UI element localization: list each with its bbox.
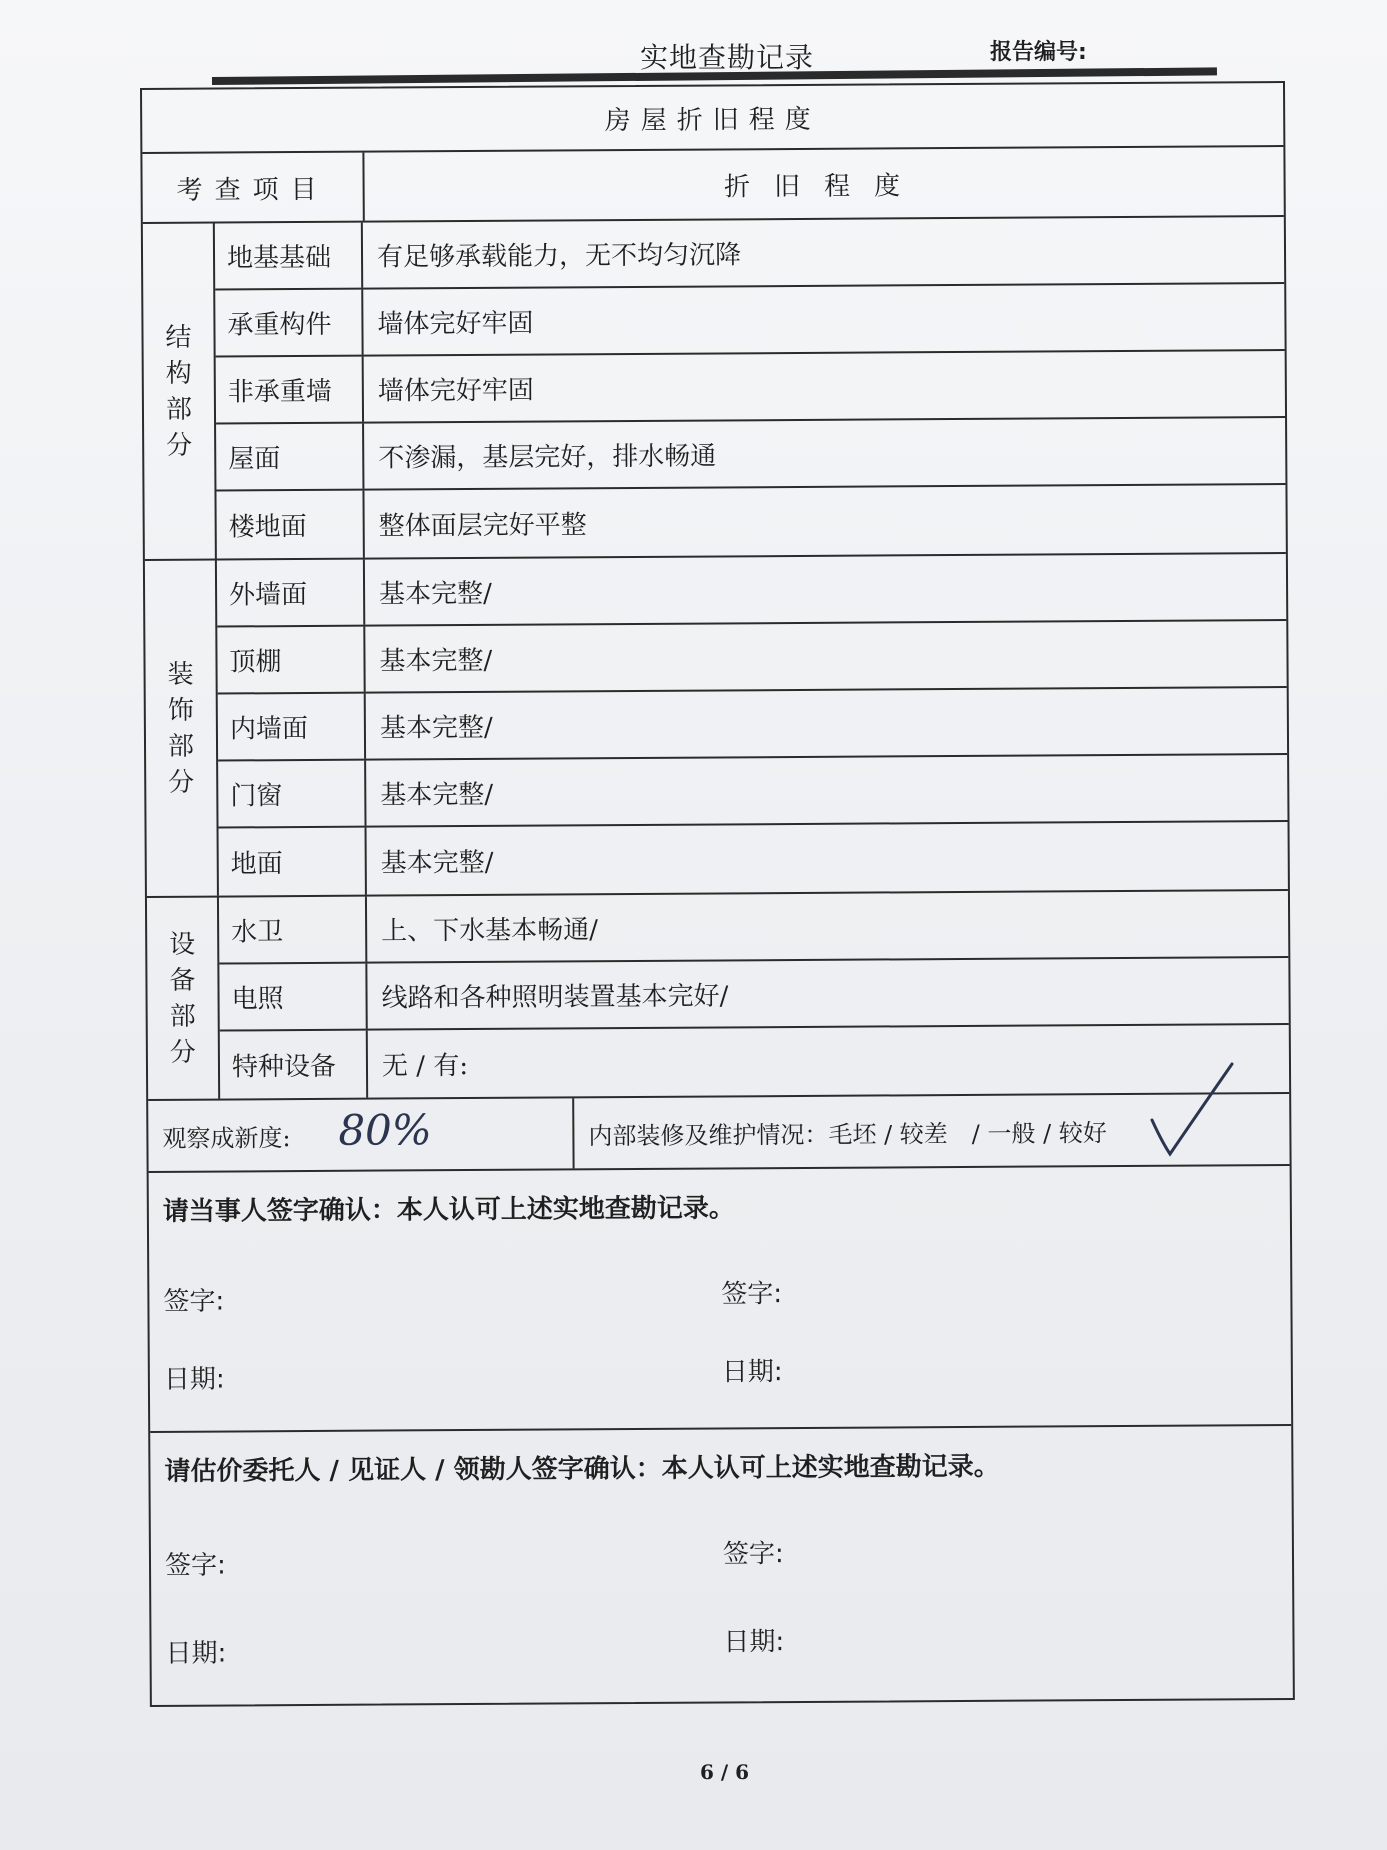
signature-heading: 请当事人签字确认：本人认可上述实地查勘记录。	[162, 1193, 735, 1227]
item-value: 墙体完好牢固	[377, 308, 534, 340]
item-name: 电照	[219, 964, 367, 1030]
item-value: 基本完整/	[379, 712, 493, 744]
item-value: 基本完整/	[379, 578, 492, 610]
group-equipment	[147, 891, 1289, 1101]
table-row	[219, 958, 1288, 1032]
date-label-left: 日期:	[163, 1364, 225, 1395]
checkmark-icon	[1140, 1050, 1260, 1170]
item-name: 顶棚	[217, 627, 365, 693]
table-row	[218, 688, 1287, 762]
date-label-right: 日期:	[723, 1627, 785, 1658]
group-label: 装饰部分	[167, 659, 195, 798]
report-number-label: 报告编号:	[990, 40, 1087, 65]
table-header-row	[142, 147, 1283, 224]
table-row	[220, 1025, 1289, 1099]
table-row	[215, 284, 1284, 358]
item-value: 上、下水基本畅通/	[381, 915, 599, 947]
signature-block-party	[149, 1166, 1292, 1433]
sign-label-right: 签字:	[722, 1539, 784, 1570]
observation-cell	[148, 1098, 574, 1171]
handwritten-newness: 80%	[338, 1105, 432, 1155]
group-label: 设备部分	[169, 929, 196, 1068]
table-row	[216, 485, 1285, 559]
column-header-degree: 折旧程度	[724, 170, 925, 202]
signature-heading: 请估价委托人 / 见证人 / 领勘人签字确认：本人认可上述实地查勘记录。	[164, 1451, 1000, 1487]
table-title: 房屋折旧程度	[604, 104, 821, 136]
item-value: 基本完整/	[380, 847, 494, 879]
group-decoration	[145, 554, 1288, 898]
observation-row	[148, 1094, 1289, 1173]
newness-label: 观察成新度:	[162, 1123, 291, 1153]
table-title-row	[142, 83, 1283, 154]
table-row	[216, 351, 1285, 425]
sign-label-left: 签字:	[164, 1550, 226, 1581]
sign-label-right: 签字:	[721, 1279, 783, 1310]
item-value: 不渗漏，基层完好，排水畅通	[378, 441, 717, 474]
depreciation-form	[140, 81, 1295, 1707]
item-name: 承重构件	[215, 290, 363, 356]
table-row	[219, 891, 1288, 965]
item-name: 非承重墙	[216, 357, 364, 423]
item-name: 地面	[219, 828, 367, 896]
item-name: 水卫	[219, 897, 367, 963]
signature-block-client	[150, 1426, 1293, 1705]
item-value: 线路和各种照明装置基本完好/	[381, 981, 729, 1014]
item-value: 有足够承载能力，无不均匀沉降	[376, 240, 742, 273]
item-value: 墙体完好牢固	[377, 375, 534, 407]
item-value: 基本完整/	[380, 779, 494, 811]
group-structure	[143, 217, 1286, 561]
table-row	[219, 822, 1288, 896]
table-row	[215, 217, 1284, 291]
date-label-right: 日期:	[721, 1357, 783, 1388]
table-row	[217, 621, 1286, 695]
column-header-item: 考查项目	[142, 153, 364, 222]
group-label: 结构部分	[165, 322, 193, 461]
maintenance-status: 内部装修及维护情况：毛坯 / 较差 / 一般 / 较好	[588, 1118, 1107, 1150]
item-value: 整体面层完好平整	[378, 510, 587, 542]
table-row	[218, 755, 1287, 829]
item-name: 内墙面	[218, 694, 366, 760]
page-number: 6 / 6	[700, 1760, 750, 1784]
date-label-left: 日期:	[165, 1638, 227, 1669]
item-name: 楼地面	[216, 491, 364, 559]
item-value: 无 / 有:	[381, 1051, 469, 1082]
item-name: 门窗	[218, 761, 366, 827]
item-value: 基本完整/	[379, 645, 493, 677]
item-name: 特种设备	[220, 1031, 368, 1099]
item-name: 外墙面	[217, 560, 365, 626]
item-name: 屋面	[216, 424, 364, 490]
page-title: 实地查勘记录	[640, 41, 815, 74]
item-name: 地基基础	[215, 223, 363, 289]
table-row	[216, 418, 1285, 492]
sign-label-left: 签字:	[163, 1286, 225, 1317]
table-row	[217, 554, 1286, 628]
